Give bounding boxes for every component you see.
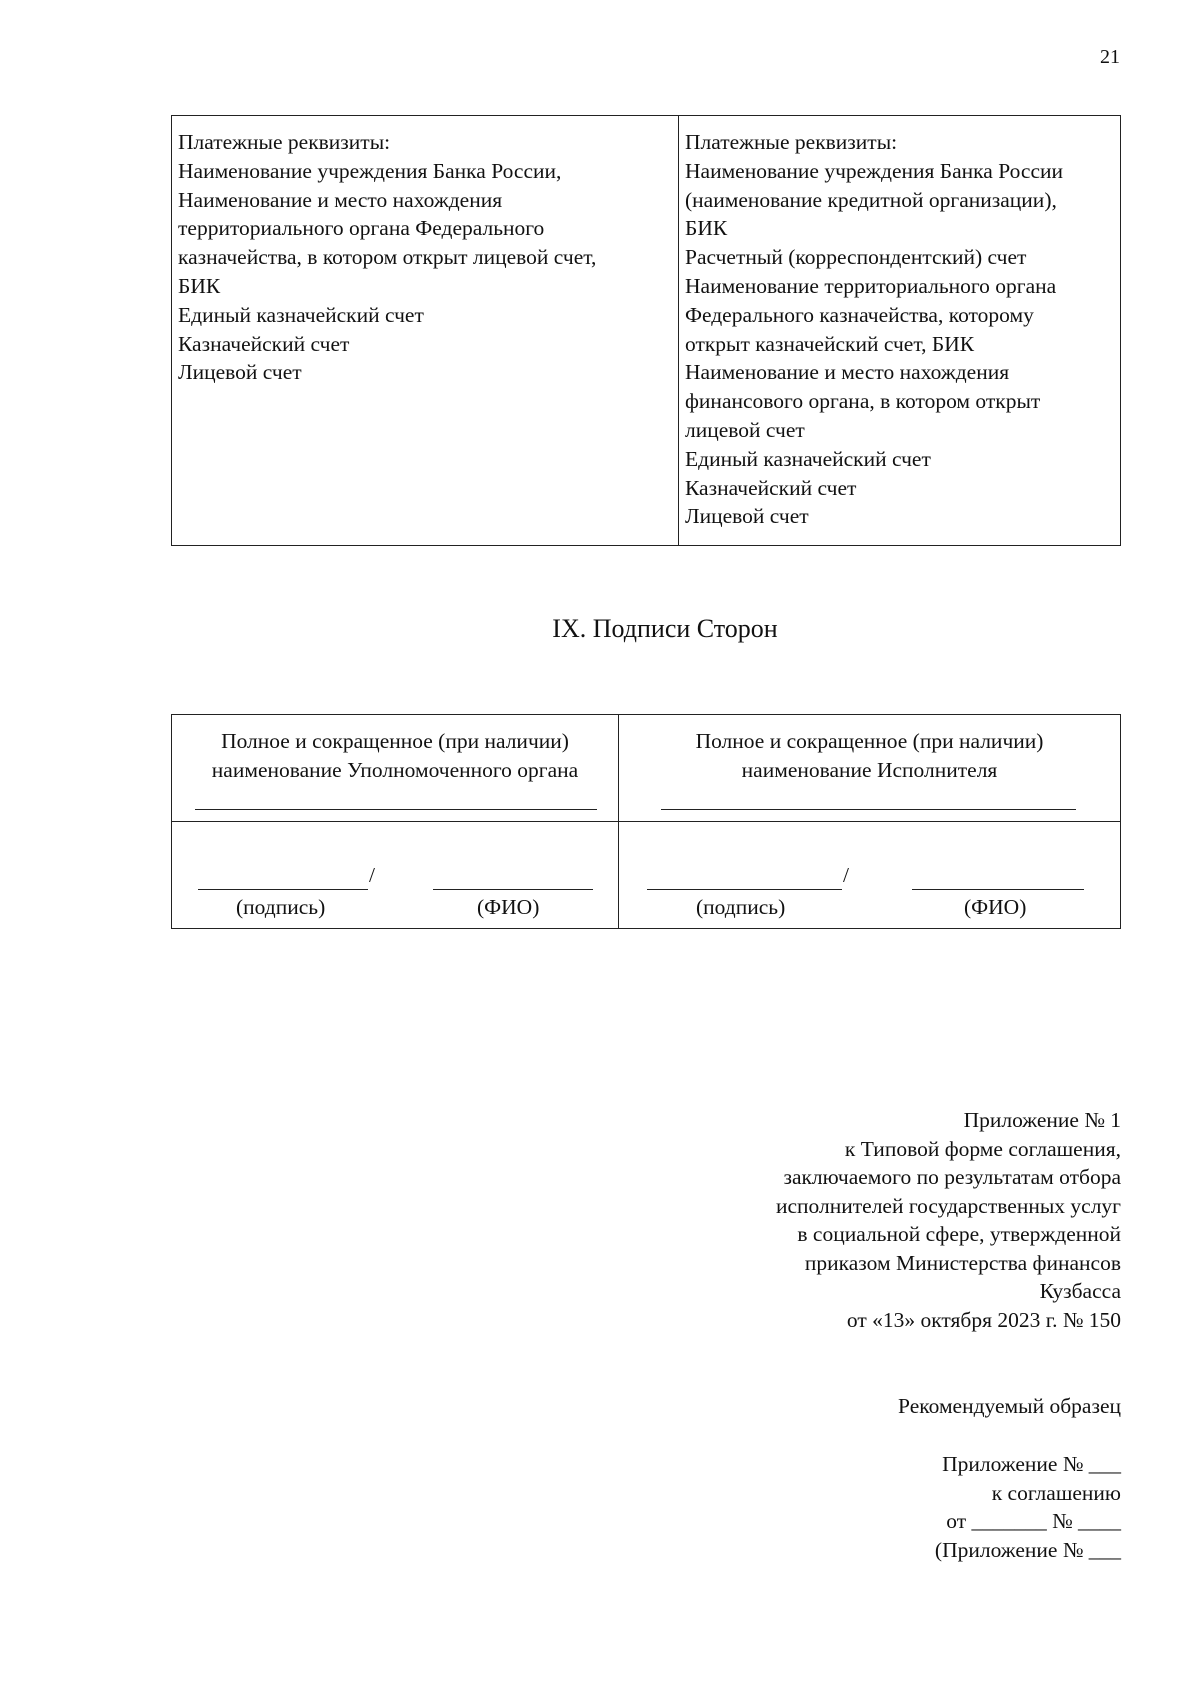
executor-signature-cell [619,822,1121,929]
appendix-line: исполнителей государственных услуг [776,1193,1121,1218]
section-title: IX. Подписи Сторон [552,614,778,643]
requisite-line: финансового органа, в котором открыт [685,389,1041,414]
requisite-line: Единый казначейский счет [685,446,931,471]
requisite-line: казначейства, в котором открыт лицевой счет, [178,245,597,270]
sample-appendix-block [935,1450,1121,1564]
page-number: 21 [1100,46,1120,68]
requisite-line: Казначейский счет [178,331,350,356]
authority-fio-blank [433,889,593,890]
requisite-line: Наименование учреждения Банка России [685,158,1064,183]
appendix-line: к Типовой форме соглашения, [844,1136,1121,1161]
signature-label: (подпись) [696,895,786,919]
fio-label: (ФИО) [964,895,1027,919]
appendix-header [776,1106,1121,1334]
requisite-line: Лицевой счет [178,360,302,385]
authority-requisites-cell [172,116,679,546]
requisite-line: Платежные реквизиты: [178,130,391,154]
executor-requisites-cell [679,116,1121,546]
requisite-line: открыт казначейский счет, БИК [685,331,975,356]
appendix-line: в социальной сфере, утвержденной [797,1222,1121,1246]
requisite-line: лицевой счет [685,417,805,442]
slash-separator: / [369,863,375,887]
authority-name-label: Полное и сокращенное (при наличии) [221,729,569,753]
appendix-line: от «13» октября 2023 г. № 150 [846,1307,1121,1332]
requisite-line: (наименование кредитной организации), [685,187,1057,212]
requisite-line: БИК [685,216,728,241]
requisite-line: Единый казначейский счет [178,302,424,327]
sample-appendix-line: к соглашению [991,1480,1121,1505]
requisite-line: Казначейский счет [685,475,857,500]
executor-fio-blank [912,889,1084,890]
executor-name-cell [619,715,1121,822]
executor-name-label: Полное и сокращенное (при наличии) [695,729,1044,753]
authority-name-label: наименование Уполномоченного органа [211,757,579,782]
sample-appendix-line: от _______ № ____ [946,1509,1121,1533]
requisite-line: территориального органа Федерального [178,216,545,241]
sample-appendix-line: Приложение № ___ [942,1452,1121,1476]
authority-signature-blank [198,889,368,890]
appendix-line: заключаемого по результатам отбора [783,1165,1121,1189]
requisite-line: Платежные реквизиты: [685,130,898,154]
executor-name-label: наименование Исполнителя [741,757,998,782]
sample-appendix-line: (Приложение № ___ [934,1537,1121,1562]
fio-label: (ФИО) [477,895,540,919]
signatures-table [171,714,1121,929]
executor-signature-blank [647,889,842,890]
requisite-line: БИК [178,273,221,298]
authority-name-cell [172,715,619,822]
requisite-line: Лицевой счет [685,504,809,529]
authority-signature-cell [172,822,619,929]
appendix-line: приказом Министерства финансов [804,1250,1121,1275]
requisite-line: Наименование учреждения Банка России, [178,158,562,183]
requisite-line: Наименование и место нахождения [685,360,1010,385]
requisite-line: Расчетный (корреспондентский) счет [685,245,1027,270]
recommended-sample-label: Рекомендуемый образец [898,1394,1121,1418]
authority-name-blank [195,809,597,810]
appendix-line: Приложение № 1 [963,1108,1121,1132]
requisite-line: Наименование территориального органа [685,273,1057,298]
requisite-line: Наименование и место нахождения [178,187,503,212]
executor-name-blank [661,809,1076,810]
slash-separator: / [843,863,849,887]
appendix-line: Кузбасса [1039,1279,1121,1303]
signature-label: (подпись) [236,895,326,919]
requisite-line: Федерального казначейства, которому [685,302,1034,327]
payment-requisites-table [171,115,1121,546]
